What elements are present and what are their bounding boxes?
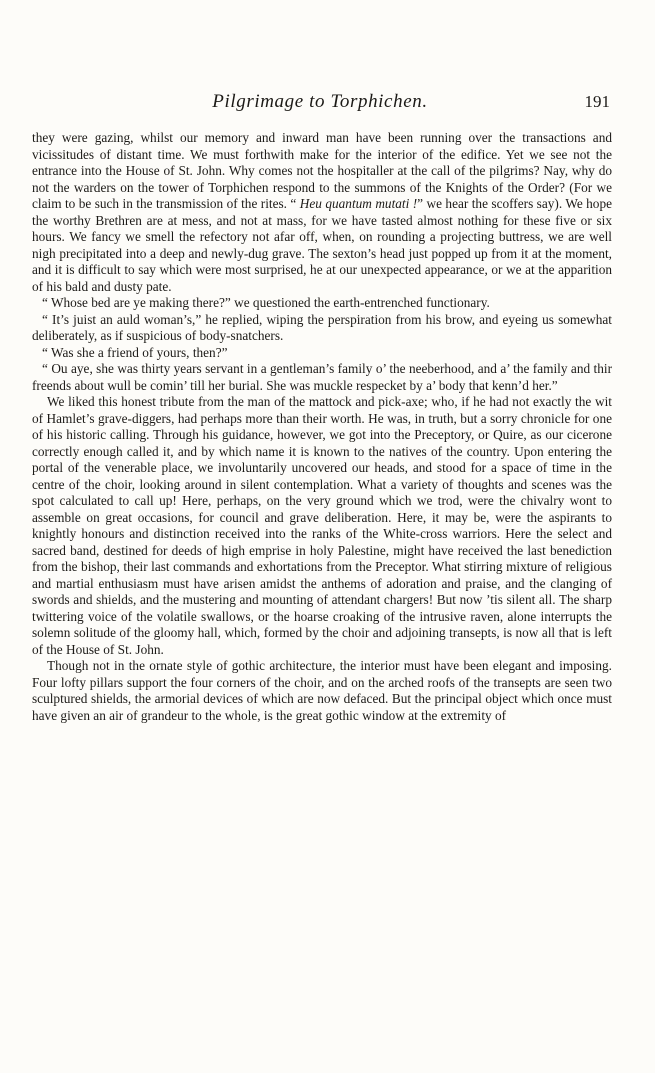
dialogue-line: “ Ou aye, she was thirty years servant in a gentleman’s family o’ the neeberhood, and a’ the family and thir freends about wull be comin’ till her burial. She was muckle respecket by a’ body that kenn’d her.” (32, 361, 612, 393)
text-run: they were gazing, whilst our memory and inward man have been running over the transactions and vicissitudes of distant time. We must forthwith make for the interior of the edifice. Yet we see not the entrance into the House of St. John. Why comes not the hospitaller at the call of the pilgrims? Nay, why do not the warders on the tower of Torphichen respond to the summons of the Knights of the Order? (For we claim to be such in the transmission of the rites. “ (32, 130, 612, 211)
paragraph-opening (32, 130, 612, 295)
body-text (32, 130, 612, 724)
dialogue-line: “ Whose bed are ye making there?” we questioned the earth-entrenched functionary. (42, 295, 490, 310)
dialogue-line: “ Was she a friend of yours, then?” (42, 344, 228, 360)
page-number: 191 (584, 92, 610, 111)
latin-quotation: Heu quantum mutati ! (299, 196, 418, 211)
dialogue-line: “ It’s juist an auld woman’s,” he replied, wiping the perspiration from his brow, and eyeing us somewhat deliberately, as if suspicious of body-snatchers. (32, 311, 612, 343)
paragraph: We liked this honest tribute from the man of the mattock and pick-axe; who, if he had not exactly the wit of Hamlet’s grave-diggers, had perhaps more than their worth. He was, in truth, but a sorry chronicle for one of his historic calling. Through his guidance, however, we got into the Preceptory, or Quire, as our cicerone correctly enough called it, and by which name it is known to the natives of the country. Upon entering the portal of the venerable place, we involuntarily uncovered our heads, and stood for a space of time in the centre of the choir, looking around in silent contemplation. What a variety of thoughts and scenes was the spot calculated to call up! Here, perhaps, on the very ground which we trod, were the chivalry wont to assemble on great occasions, for council and grave deliberation. Here, it may be, were the aspirants to knightly honours and distinction received into the ranks of the White-cross warriors. Here the select and sacred band, destined for deeds of high emprise in holy Palestine, might have received the last benediction from the bishop, their last commands and exhortations from the Preceptor. What stirring mixture of religious and martial enthusiasm must have arisen amidst the anthems of adoration and praise, and the clanging of swords and shields, and the mustering and mounting of attendant chargers! But now ’tis silent all. The sharp twittering voice of the volatile swallows, or the hoarse croaking of the intrusive raven, alone interrupts the solemn solitude of the gloomy hall, which, formed by the choir and adjoining transepts, is now all that is left of the House of St. John. (32, 394, 612, 657)
text-run: ” we hear the scoffers say). We hope the worthy Brethren are at mess, and not at mass, for we have tasted almost nothing for these five or six hours. We fancy we smell the refectory not afar off, when, on rounding a projecting buttress, we are well nigh precipitated into a deep and newly-dug grave. The sexton’s head just popped up from it at the moment, and it is difficult to say which were most surprised, he at our unexpected appearance, or we at the apparition of his bald and dusty pate. (32, 196, 612, 294)
running-head (30, 90, 610, 114)
running-title: Pilgrimage to Torphichen. (212, 91, 428, 112)
paragraph: Though not in the ornate style of gothic architecture, the interior must have been elegant and imposing. Four lofty pillars support the four corners of the choir, and on the arched roofs of the transepts are seen two sculptured shields, the armorial devices of which are now defaced. But the principal object which once must have given an air of grandeur to the whole, is the great gothic window at the extremity of (32, 658, 612, 723)
